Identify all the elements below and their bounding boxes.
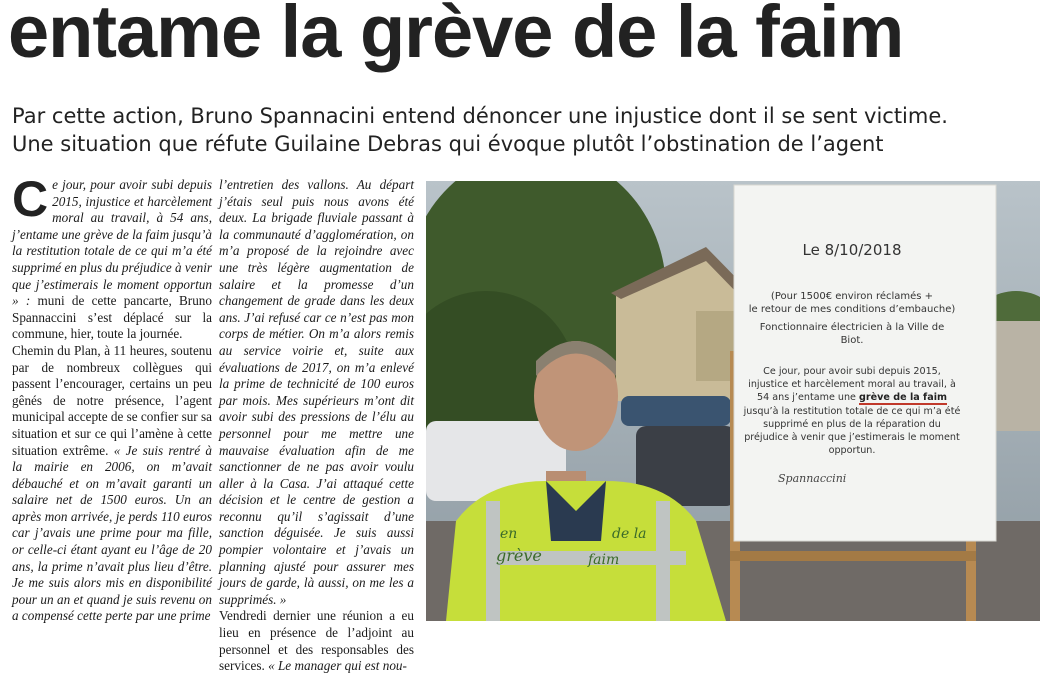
col2-paragraph-2-text: Vendredi dernier une réunion a eu lieu en présence de l’adjoint au personnel et des responsables des services.: [219, 608, 414, 674]
sign-line-2: le retour de mes conditions d’embauche): [748, 304, 956, 315]
article-column-1: [12, 171, 213, 625]
vest-text-1: en: [500, 526, 518, 542]
headline: entame la grève de la faim: [8, 0, 904, 73]
sign-highlight: grève de la faim: [859, 392, 947, 404]
deck-line-1: Par cette action, Bruno Spannacini entend dénoncer une injustice dont il se sent victime.: [12, 104, 948, 128]
sign-line-1: (Pour 1500€ environ réclamés +: [770, 291, 934, 302]
photo-bottom-margin: [426, 621, 1040, 630]
blue-van: [621, 396, 731, 426]
col1-paragraph-1-text: muni de cette pancarte, Bruno Spannaccini s’est déplacé sur la commune, hier, toute la journée.: [12, 293, 212, 342]
sign-body-start: Ce jour, pour avoir subi depuis 2015, injustice et harcèlement moral au travail, à 54 ans j’entame une: [748, 366, 956, 404]
col2-paragraph-1-quote: l’entretien des vallons. Au départ j’étais seul puis nous avons été deux. La brigade fluviale passant à la communauté d’agglomération, on m’a proposé de la rejoindre avec une très légère augmentation de salaire et la promesse d’un changement de grade dans les deux ans. J’ai refusé car ce n’est pas mon corps de métier. On m’a alors remis au service voirie et, suite aux évaluations de 2017, on m’a enlevé la prime de technicité de 100 euros par mois. Mes supérieurs m’ont dit avoir subi des pressions de l’élu au personnel pour me mettre une mauvaise évaluation afin de me sanctionner de ne pas avoir voulu aller à la Casa. J’ai attaqué cette décision et le centre de gestion a reconnu qu’il s’agissait d’une sanction déguisée. Je suis aussi pompier volontaire et j’avais un planning ajusté pour assurer mes jours de garde, là aussi, on me les a supprimés. »: [219, 177, 414, 607]
vest-text-2: grève: [496, 546, 542, 565]
col2-paragraph-2-quote: « Le manager qui est nou-: [268, 658, 407, 674]
sign-board: [734, 185, 996, 541]
article-column-2: [219, 177, 414, 675]
sign-line-4: Biot.: [840, 335, 864, 346]
col1-paragraph-2-quote: « Je suis rentré à la mairie en 2006, on m’avait débauché et on m’avait garanti un salaire net de 1500 euros. Un an après mon arrivée, je perds 110 euros car j’avais une prime pour ma fille, or celle-ci étant ayant eu l’âge de 20 ans, la prime n’avait plus lieu d’être. Je me suis alors mis en disponibilité pour un an et quand je suis revenu on a compensé cette perte par une prime: [12, 442, 213, 624]
sign-date: Le 8/10/2018: [802, 241, 902, 259]
sign-body-end: jusqu’à la restitution totale de ce qui m’a été supprimé en plus de la réparation du préjudice à venir que j’estimerais le moment opportun.: [743, 405, 961, 457]
sign-crossbar: [730, 551, 976, 561]
dropcap: C: [12, 171, 49, 227]
reflective-strip-right: [656, 501, 670, 621]
col1-quote-opening: e jour, pour avoir subi depuis 2015, injustice et harcèlement moral au travail, à 54 ans, j’entame une grève de la faim jusqu’à la restitution totale de ce qui m’a été supprimé en plus du préjudice à venir que j’estimerais le moment opportun » :: [12, 177, 212, 309]
sign-line-3: Fonctionnaire électricien à la Ville de: [759, 322, 945, 333]
vest-text-4: faim: [588, 552, 620, 568]
sign-body: [742, 365, 962, 457]
article-deck: [12, 102, 1042, 158]
col1-paragraph-2-text: Chemin du Plan, à 11 heures, soutenu par de nombreux collègues qui passent l’encourager, certains un peu gênés de notre présence, l’agent municipal accepte de se confier sur sa situation et sur ce qui l’amène à cette situation extrême.: [12, 342, 212, 458]
sign-signature: Spannaccini: [778, 472, 847, 485]
sign-header: [742, 290, 962, 347]
vest-text-3: de la: [612, 526, 647, 542]
deck-line-2: Une situation que réfute Guilaine Debras qui évoque plutôt l’obstination de l’agent: [12, 132, 884, 156]
